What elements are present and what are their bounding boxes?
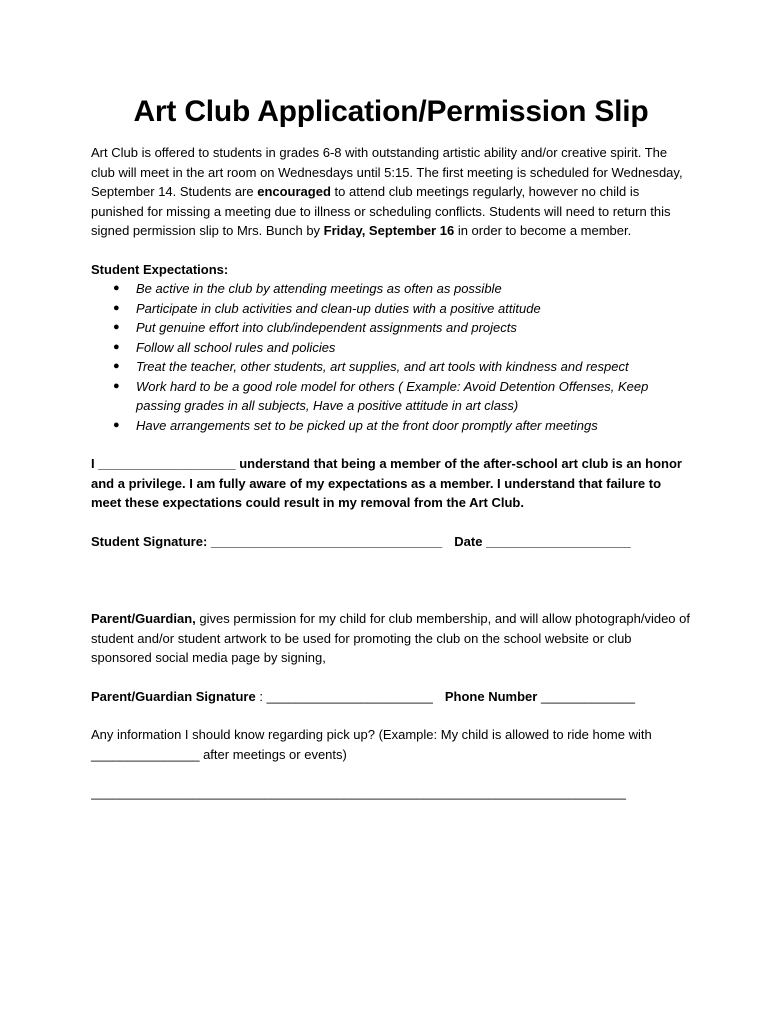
intro-deadline: Friday, September 16: [323, 223, 455, 238]
parent-lead: Parent/Guardian,: [91, 611, 196, 626]
parent-consent-paragraph: [91, 609, 691, 668]
pickup-person-field[interactable]: _______________: [91, 746, 200, 762]
pickup-answer-line[interactable]: __________________________________________________________________________: [91, 785, 627, 800]
list-item: ● Work hard to be a good role model for others ( Example: Avoid Detention Offenses, Keep passing grades in all subjects, Have a positive attitude in art class): [113, 378, 649, 413]
bullet-icon: ●: [113, 360, 120, 372]
date-label: Date: [454, 533, 483, 549]
list-item: ● Treat the teacher, other students, art supplies, and art tools with kindness and respect: [91, 357, 691, 377]
student-signature-row: [91, 532, 691, 552]
bullet-icon: ●: [113, 282, 120, 294]
intro-paragraph: [91, 143, 691, 241]
parent-signature-row: Parent/Guardian Signature : _______________________ Phone Number _____________: [91, 688, 635, 704]
intro-text-2: to attend club meetings regularly, however no child is punished for missing a meeting due to illness or scheduling conflicts. Students will need to return this signed permission slip to Mrs. Bunch by: [91, 184, 671, 238]
parent-consent-text: gives permission for my child for club membership, and will allow photograph/video of student and/or student artwork to be used for promoting the club on the school website or club sponsored social media page by signing,: [91, 611, 690, 665]
list-item: ● Have arrangements set to be picked up at the front door promptly after meetings: [91, 416, 691, 436]
expectations-heading: Student Expectations:: [91, 261, 229, 277]
list-item: ● Participate in club activities and clean-up duties with a positive attitude: [91, 299, 691, 319]
student-signature-field[interactable]: ________________________________: [210, 533, 443, 549]
parent-signature-label: Parent/Guardian Signature: [91, 688, 256, 704]
intro-emphasis: encouraged: [257, 184, 331, 199]
bullet-icon: ●: [113, 379, 120, 392]
student-signature-label: Student Signature:: [91, 533, 208, 549]
parent-signature-field[interactable]: _______________________: [266, 688, 433, 704]
phone-label: Phone Number: [444, 688, 538, 704]
pledge-statement: I ___________________ understand that being a member of the after-school art club is an honor and a privilege. I am fully aware of my expectations as a member. I understand that failure to meet these expectations could result in my removal from the Art Club.: [91, 456, 682, 510]
expectations-list: [91, 279, 691, 435]
permission-slip: [91, 92, 691, 803]
bullet-icon: ●: [113, 321, 120, 333]
bullet-icon: ●: [113, 340, 120, 353]
pickup-question: Any information I should know regarding pick up? (Example: My child is allowed to ride home with _______________ after meetings or events): [91, 727, 652, 762]
list-item: ● Put genuine effort into club/independent assignments and projects: [91, 318, 691, 338]
bullet-icon: ●: [113, 301, 120, 314]
list-item: ● Be active in the club by attending meetings as often as possible: [91, 279, 691, 299]
intro-text-1: Art Club is offered to students in grades 6-8 with outstanding artistic ability and/or creative spirit. The club will meet in the art room on Wednesdays until 5:15. The first meeting is scheduled for Wednesday, September 14. Students are: [91, 145, 683, 199]
date-field[interactable]: ____________________: [486, 533, 631, 549]
list-item: ● Follow all school rules and policies: [91, 338, 691, 358]
bullet-icon: ●: [113, 418, 120, 431]
phone-field[interactable]: _____________: [540, 688, 635, 704]
page-title: Art Club Application/Permission Slip: [133, 95, 649, 128]
intro-text-3: in order to become a member.: [454, 223, 632, 238]
